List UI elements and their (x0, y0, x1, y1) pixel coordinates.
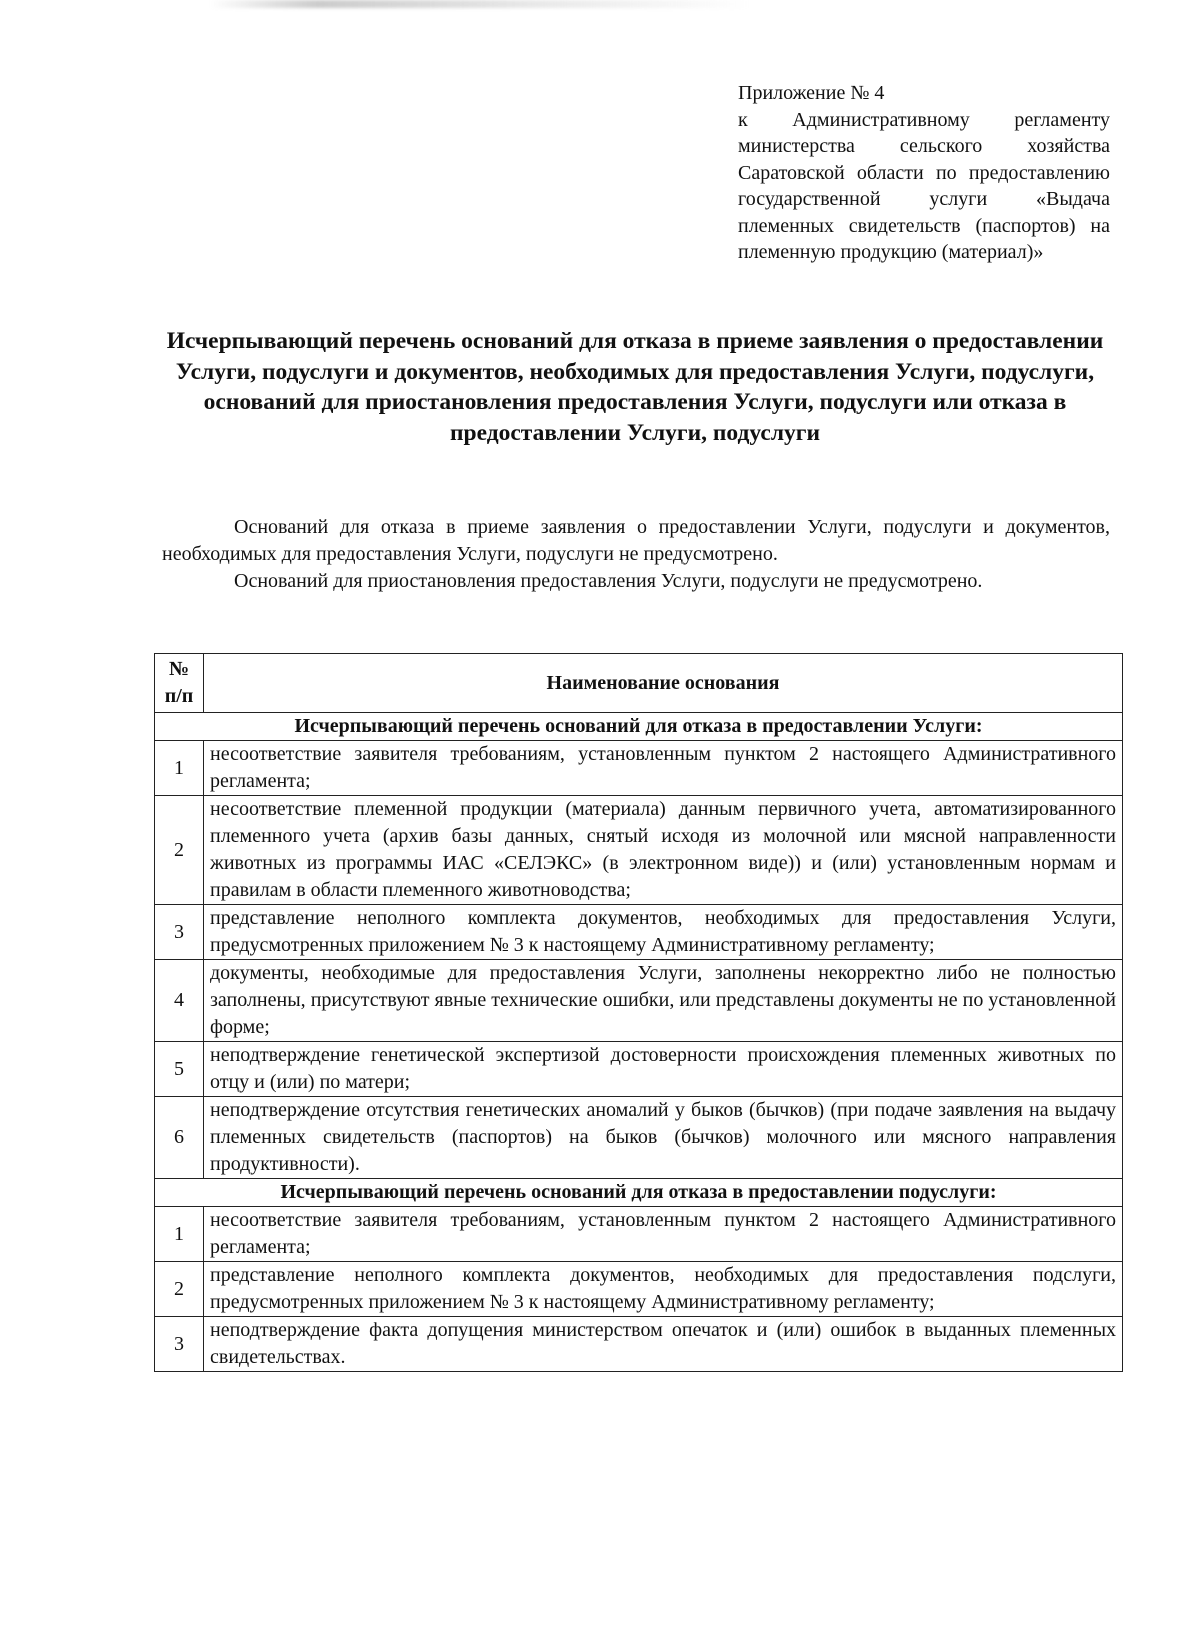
annex-reference: к Административному регламенту министерства сельского хозяйства Саратовской области по предоставлению государственной услуги «Выдача племенных свидетельств (паспортов) на племенную продукцию (материал)» (738, 108, 1110, 263)
header-number (155, 654, 204, 713)
table-row (155, 1042, 1123, 1097)
table-row (155, 960, 1123, 1042)
row-text: представление неполного комплекта документов, необходимых для предоставления Услуги, предусмотренных приложением № 3 к настоящему Административному регламенту; (204, 905, 1123, 960)
section-heading: Исчерпывающий перечень оснований для отказа в предоставлении подуслуги: (155, 1179, 1123, 1207)
header-number-line1: № (168, 658, 190, 680)
intro-paragraph-2: Оснований для приостановления предоставления Услуги, подуслуги не предусмотрено. (234, 570, 983, 592)
grounds-table (154, 653, 1123, 1372)
table-row (155, 1262, 1123, 1317)
row-number: 3 (155, 905, 204, 960)
row-number: 6 (155, 1097, 204, 1179)
section-heading-row (155, 1179, 1123, 1207)
table-row (155, 741, 1123, 796)
row-number: 4 (155, 960, 204, 1042)
intro-text (162, 514, 1110, 595)
row-text: несоответствие заявителя требованиям, установленным пунктом 2 настоящего Административного регламента; (204, 1207, 1123, 1262)
header-number-line2: п/п (164, 685, 194, 707)
section-heading: Исчерпывающий перечень оснований для отказа в предоставлении Услуги: (155, 713, 1123, 741)
row-number: 1 (155, 741, 204, 796)
row-text: неподтверждение генетической экспертизой достоверности происхождения племенных животных по отцу и (или) по матери; (204, 1042, 1123, 1097)
row-text: документы, необходимые для предоставления Услуги, заполнены некорректно либо не полностью заполнены, присутствуют явные технические ошибки, или представлены документы не по установленной форме; (204, 960, 1123, 1042)
row-number: 1 (155, 1207, 204, 1262)
scan-artifact (210, 0, 750, 8)
row-text: несоответствие заявителя требованиям, установленным пунктом 2 настоящего Административного регламента; (204, 741, 1123, 796)
table-row (155, 905, 1123, 960)
row-number: 2 (155, 796, 204, 905)
row-number: 3 (155, 1317, 204, 1372)
row-text: представление неполного комплекта документов, необходимых для предоставления подслуги, предусмотренных приложением № 3 к настоящему Административному регламенту; (204, 1262, 1123, 1317)
row-number: 2 (155, 1262, 204, 1317)
section-heading-row (155, 713, 1123, 741)
table-row (155, 796, 1123, 905)
row-text: неподтверждение отсутствия генетических аномалий у быков (бычков) (при подаче заявления на выдачу племенных свидетельств (паспортов) на быков (бычков) молочного или мясного направления продуктивности). (204, 1097, 1123, 1179)
document-title: Исчерпывающий перечень оснований для отказа в приеме заявления о предоставлении Услуги, подуслуги и документов, необходимых для предоставления Услуги, подуслуги, оснований для приостановления предоставления Услуги, подуслуги или отказа в предоставлении Услуги, подуслуги (166, 328, 1104, 446)
row-text: неподтверждение факта допущения министерством опечаток и (или) ошибок в выданных племенных свидетельствах. (204, 1317, 1123, 1372)
table-row (155, 1207, 1123, 1262)
annex-block (738, 80, 1110, 266)
row-number: 5 (155, 1042, 204, 1097)
row-text: несоответствие племенной продукции (материала) данным первичного учета, автоматизированного племенного учета (архив базы данных, снятый исходя из молочной или мясной направленности животных из программы ИАС «СЕЛЭКС» (в электронном виде)) и (или) установленным нормам и правилам в области племенного животноводства; (204, 796, 1123, 905)
table-row (155, 1097, 1123, 1179)
table-header-row (155, 654, 1123, 713)
intro-paragraph-1: Оснований для отказа в приеме заявления о предоставлении Услуги, подуслуги и документов, необходимых для предоставления Услуги, подуслуги не предусмотрено. (162, 516, 1110, 565)
header-name: Наименование основания (204, 654, 1123, 713)
table-row (155, 1317, 1123, 1372)
annex-title: Приложение № 4 (738, 82, 885, 104)
